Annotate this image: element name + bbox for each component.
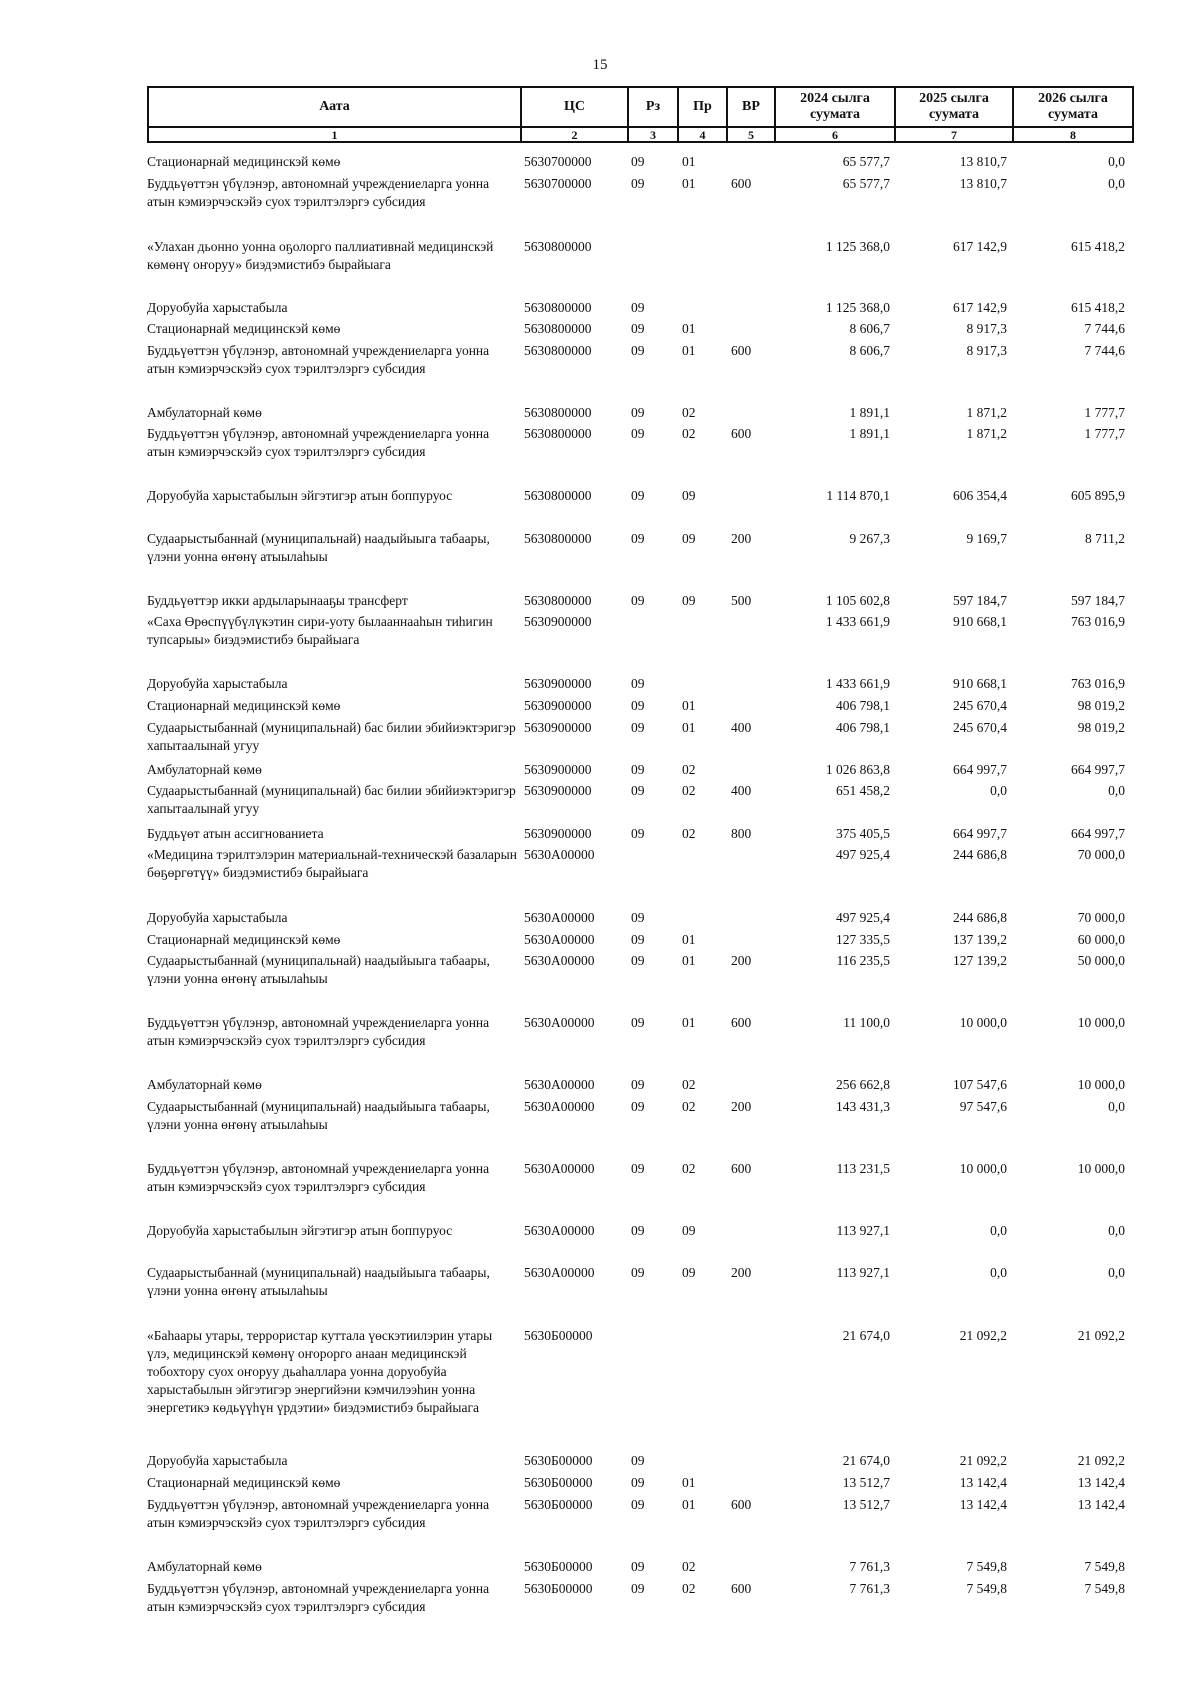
row-rz: 09 — [631, 932, 645, 947]
row-pr: 01 — [682, 1475, 696, 1490]
row-name: Буддьүөттэн үбүлэнэр, автономнай учреждениеларга уонна атын кэмиэрчэскэйэ суох тэрилтэлэргэ субсидия — [147, 343, 490, 376]
row-cs: 5630900000 — [524, 783, 592, 798]
row-cs: 5630900000 — [524, 698, 592, 713]
row-value-2026: 7 549,8 — [1084, 1581, 1125, 1596]
row-pr: 02 — [682, 762, 696, 777]
row-value-2024: 127 335,5 — [836, 932, 890, 947]
row-rz: 09 — [631, 783, 645, 798]
row-value-2024: 21 674,0 — [842, 1453, 890, 1468]
row-cs: 5630700000 — [524, 176, 592, 191]
row-rz: 09 — [631, 698, 645, 713]
row-pr: 01 — [682, 1015, 696, 1030]
row-value-2026: 615 418,2 — [1071, 300, 1125, 315]
row-cs: 5630800000 — [524, 488, 592, 503]
row-vr: 500 — [731, 593, 752, 608]
row-value-2025: 0,0 — [990, 783, 1007, 798]
row-name: Амбулаторнай көмө — [147, 1559, 262, 1574]
row-value-2025: 664 997,7 — [953, 762, 1007, 777]
row-value-2026: 1 777,7 — [1084, 405, 1125, 420]
row-value-2025: 8 917,3 — [966, 343, 1007, 358]
row-rz: 09 — [631, 176, 645, 191]
row-name: Судаарыстыбаннай (муниципальнай) бас билии эбийиэктэригэр хапытаалынай угуу — [147, 720, 516, 753]
row-cs: 5630800000 — [524, 300, 592, 315]
row-value-2025: 107 547,6 — [953, 1077, 1007, 1092]
row-value-2024: 113 927,1 — [836, 1223, 890, 1238]
row-pr: 01 — [682, 932, 696, 947]
row-value-2025: 7 549,8 — [966, 1559, 1007, 1574]
row-value-2025: 13 142,4 — [959, 1475, 1007, 1490]
row-name: Стационарнай медицинскэй көмө — [147, 321, 341, 336]
row-pr: 02 — [682, 1581, 696, 1596]
row-value-2026: 98 019,2 — [1077, 698, 1125, 713]
row-rz: 09 — [631, 531, 645, 546]
row-vr: 400 — [731, 720, 752, 735]
row-name: Стационарнай медицинскэй көмө — [147, 154, 341, 169]
row-value-2026: 1 777,7 — [1084, 426, 1125, 441]
row-value-2025: 910 668,1 — [953, 614, 1007, 629]
row-value-2025: 244 686,8 — [953, 847, 1007, 862]
row-value-2025: 9 169,7 — [966, 531, 1007, 546]
row-cs: 5630800000 — [524, 531, 592, 546]
row-value-2024: 113 927,1 — [836, 1265, 890, 1280]
row-value-2025: 0,0 — [990, 1223, 1007, 1238]
row-value-2026: 21 092,2 — [1077, 1328, 1125, 1343]
row-name: Буддьүөттэн үбүлэнэр, автономнай учреждениеларга уонна атын кэмиэрчэскэйэ суох тэрилтэлэргэ субсидия — [147, 1161, 490, 1194]
row-vr: 200 — [731, 531, 752, 546]
row-name: Доруобуйа харыстабылын эйгэтигэр атын боппуруос — [147, 488, 453, 503]
row-value-2025: 21 092,2 — [959, 1453, 1007, 1468]
row-value-2024: 1 105 602,8 — [825, 593, 890, 608]
row-pr: 01 — [682, 176, 696, 191]
header-pr: Пр — [678, 87, 727, 127]
row-pr: 01 — [682, 1497, 696, 1512]
row-cs: 5630800000 — [524, 239, 592, 254]
row-value-2026: 0,0 — [1108, 1265, 1125, 1280]
header-2025: 2025 сылга суумата — [895, 87, 1013, 127]
row-name: Судаарыстыбаннай (муниципальнай) наадыйыыга табаары, үлэни уонна өҥөнү атыылаһыы — [147, 531, 490, 564]
row-value-2024: 1 891,1 — [849, 405, 890, 420]
row-pr: 02 — [682, 783, 696, 798]
row-value-2026: 0,0 — [1108, 154, 1125, 169]
row-value-2026: 763 016,9 — [1071, 614, 1125, 629]
row-cs: 5630Б00000 — [524, 1559, 593, 1574]
header-number: 1 — [148, 127, 521, 142]
row-cs: 5630А00000 — [524, 847, 595, 862]
row-cs: 5630800000 — [524, 343, 592, 358]
row-value-2026: 0,0 — [1108, 1223, 1125, 1238]
row-pr: 01 — [682, 953, 696, 968]
row-cs: 5630А00000 — [524, 932, 595, 947]
header-number: 3 — [628, 127, 678, 142]
row-value-2026: 0,0 — [1108, 783, 1125, 798]
row-value-2026: 0,0 — [1108, 176, 1125, 191]
row-rz: 09 — [631, 593, 645, 608]
row-value-2025: 10 000,0 — [959, 1161, 1007, 1176]
row-value-2024: 1 433 661,9 — [825, 614, 890, 629]
row-rz: 09 — [631, 1223, 645, 1238]
row-cs: 5630А00000 — [524, 1223, 595, 1238]
header-number: 4 — [678, 127, 727, 142]
row-value-2026: 763 016,9 — [1071, 676, 1125, 691]
row-rz: 09 — [631, 1265, 645, 1280]
row-value-2024: 1 433 661,9 — [825, 676, 890, 691]
row-value-2026: 615 418,2 — [1071, 239, 1125, 254]
header-number: 6 — [775, 127, 895, 142]
row-cs: 5630А00000 — [524, 1015, 595, 1030]
row-pr: 09 — [682, 531, 696, 546]
row-name: «Саха Өрөспүүбүлүкэтин сири-уоту былааннааһын тиһигин тупсарыы» биэдэмистибэ бырайыага — [147, 614, 493, 647]
row-name: Буддьүөт атын ассигнованиета — [147, 826, 324, 841]
row-value-2024: 13 512,7 — [842, 1497, 890, 1512]
row-name: Буддьүөттэн үбүлэнэр, автономнай учреждениеларга уонна атын кэмиэрчэскэйэ суох тэрилтэлэргэ субсидия — [147, 176, 490, 209]
row-value-2025: 7 549,8 — [966, 1581, 1007, 1596]
header-cs: ЦС — [521, 87, 628, 127]
row-rz: 09 — [631, 1077, 645, 1092]
row-pr: 02 — [682, 426, 696, 441]
row-pr: 02 — [682, 1077, 696, 1092]
row-value-2024: 8 606,7 — [849, 321, 890, 336]
row-name: Судаарыстыбаннай (муниципальнай) наадыйыыга табаары, үлэни уонна өҥөнү атыылаһыы — [147, 1099, 490, 1132]
row-value-2024: 1 026 863,8 — [825, 762, 890, 777]
row-value-2026: 70 000,0 — [1077, 910, 1125, 925]
row-pr: 01 — [682, 720, 696, 735]
row-name: Судаарыстыбаннай (муниципальнай) бас билии эбийиэктэригэр хапытаалынай угуу — [147, 783, 516, 816]
row-value-2026: 8 711,2 — [1085, 531, 1125, 546]
row-value-2024: 65 577,7 — [842, 176, 890, 191]
row-rz: 09 — [631, 154, 645, 169]
row-value-2025: 245 670,4 — [953, 720, 1007, 735]
row-cs: 5630Б00000 — [524, 1497, 593, 1512]
row-value-2025: 97 547,6 — [959, 1099, 1007, 1114]
row-name: Доруобуйа харыстабыла — [147, 676, 288, 691]
header-vr: ВР — [727, 87, 775, 127]
row-cs: 5630900000 — [524, 676, 592, 691]
row-name: Буддьүөттэр икки ардыларынааҕы трансферт — [147, 593, 408, 608]
row-vr: 200 — [731, 953, 752, 968]
row-value-2026: 50 000,0 — [1077, 953, 1125, 968]
row-value-2024: 9 267,3 — [849, 531, 890, 546]
row-cs: 5630700000 — [524, 154, 592, 169]
row-pr: 01 — [682, 698, 696, 713]
row-name: Доруобуйа харыстабыла — [147, 910, 288, 925]
page-number: 15 — [592, 57, 608, 73]
row-pr: 09 — [682, 593, 696, 608]
row-rz: 09 — [631, 910, 645, 925]
row-value-2024: 1 125 368,0 — [825, 300, 890, 315]
row-vr: 800 — [731, 826, 752, 841]
header-name: Аата — [148, 87, 521, 127]
row-cs: 5630А00000 — [524, 1099, 595, 1114]
row-value-2026: 605 895,9 — [1071, 488, 1125, 503]
row-rz: 09 — [631, 1475, 645, 1490]
row-rz: 09 — [631, 1015, 645, 1030]
row-value-2025: 1 871,2 — [966, 405, 1007, 420]
row-value-2025: 1 871,2 — [966, 426, 1007, 441]
row-value-2025: 597 184,7 — [953, 593, 1007, 608]
row-cs: 5630Б00000 — [524, 1475, 593, 1490]
row-value-2024: 11 100,0 — [843, 1015, 890, 1030]
row-name: Буддьүөттэн үбүлэнэр, автономнай учреждениеларга уонна атын кэмиэрчэскэйэ суох тэрилтэлэргэ субсидия — [147, 1015, 490, 1048]
row-pr: 01 — [682, 154, 696, 169]
row-value-2024: 1 114 870,1 — [826, 488, 890, 503]
row-pr: 02 — [682, 1559, 696, 1574]
row-vr: 400 — [731, 783, 752, 798]
row-vr: 600 — [731, 1581, 752, 1596]
row-value-2026: 21 092,2 — [1077, 1453, 1125, 1468]
row-value-2024: 1 891,1 — [849, 426, 890, 441]
row-cs: 5630Б00000 — [524, 1453, 593, 1468]
row-value-2026: 664 997,7 — [1071, 762, 1125, 777]
row-value-2025: 10 000,0 — [959, 1015, 1007, 1030]
row-pr: 01 — [682, 343, 696, 358]
row-cs: 5630800000 — [524, 321, 592, 336]
row-name: Доруобуйа харыстабылын эйгэтигэр атын боппуруос — [147, 1223, 453, 1238]
row-value-2026: 0,0 — [1108, 1099, 1125, 1114]
row-name: Амбулаторнай көмө — [147, 1077, 262, 1092]
header-number: 5 — [727, 127, 775, 142]
row-cs: 5630Б00000 — [524, 1581, 593, 1596]
row-value-2025: 664 997,7 — [953, 826, 1007, 841]
row-rz: 09 — [631, 300, 645, 315]
row-cs: 5630900000 — [524, 614, 592, 629]
row-rz: 09 — [631, 1559, 645, 1574]
row-pr: 02 — [682, 1099, 696, 1114]
row-cs: 5630800000 — [524, 593, 592, 608]
row-rz: 09 — [631, 488, 645, 503]
row-name: Судаарыстыбаннай (муниципальнай) наадыйыыга табаары, үлэни уонна өҥөнү атыылаһыы — [147, 1265, 490, 1298]
row-pr: 09 — [682, 1223, 696, 1238]
row-value-2024: 113 231,5 — [836, 1161, 890, 1176]
row-vr: 200 — [731, 1099, 752, 1114]
row-value-2025: 245 670,4 — [953, 698, 1007, 713]
row-value-2024: 143 431,3 — [836, 1099, 890, 1114]
row-name: Стационарнай медицинскэй көмө — [147, 1475, 341, 1490]
row-value-2024: 21 674,0 — [842, 1328, 890, 1343]
row-cs: 5630А00000 — [524, 1265, 595, 1280]
row-value-2025: 8 917,3 — [966, 321, 1007, 336]
row-name: «Баһаары утары, террористар куттала үөскэтиилэрин утары үлэ, медицинскэй көмөнү оҥорорго анаан медицинскэй тобохтору суох оҥоруу дьаһаллара уонна доруобуйа харыстабылын эйгэтигэр энергийэни кэмчилээһин уонна энергетикэ көдьүүһүн үрдэтии» биэдэмистибэ бырайыага — [147, 1328, 493, 1415]
row-name: «Медицина тэрилтэлэрин материальнай-техническэй базаларын бөҕөргөтүү» биэдэмистибэ бырайыага — [147, 847, 517, 880]
row-rz: 09 — [631, 720, 645, 735]
row-pr: 09 — [682, 488, 696, 503]
header-number: 2 — [521, 127, 628, 142]
row-value-2024: 375 405,5 — [836, 826, 890, 841]
row-value-2026: 7 549,8 — [1084, 1559, 1125, 1574]
row-vr: 600 — [731, 1497, 752, 1512]
row-rz: 09 — [631, 953, 645, 968]
row-pr: 01 — [682, 321, 696, 336]
row-value-2024: 65 577,7 — [842, 154, 890, 169]
row-name: Стационарнай медицинскэй көмө — [147, 698, 341, 713]
row-value-2024: 651 458,2 — [836, 783, 890, 798]
row-pr: 02 — [682, 826, 696, 841]
row-value-2025: 0,0 — [990, 1265, 1007, 1280]
row-value-2026: 10 000,0 — [1077, 1015, 1125, 1030]
row-value-2025: 617 142,9 — [953, 300, 1007, 315]
row-cs: 5630800000 — [524, 426, 592, 441]
row-rz: 09 — [631, 321, 645, 336]
row-rz: 09 — [631, 1497, 645, 1512]
row-rz: 09 — [631, 405, 645, 420]
row-name: Стационарнай медицинскэй көмө — [147, 932, 341, 947]
row-name: «Улахан дьонно уонна оҕолорго паллиативнай медицинскэй көмөнү оҥоруу» биэдэмистибэ бырайыага — [147, 239, 494, 272]
row-value-2024: 8 606,7 — [849, 343, 890, 358]
row-value-2025: 606 354,4 — [953, 488, 1007, 503]
row-value-2025: 13 810,7 — [959, 176, 1007, 191]
row-value-2025: 13 142,4 — [959, 1497, 1007, 1512]
row-rz: 09 — [631, 426, 645, 441]
row-vr: 200 — [731, 1265, 752, 1280]
row-value-2026: 60 000,0 — [1077, 932, 1125, 947]
row-value-2025: 910 668,1 — [953, 676, 1007, 691]
row-cs: 5630900000 — [524, 720, 592, 735]
row-rz: 09 — [631, 1161, 645, 1176]
row-vr: 600 — [731, 176, 752, 191]
row-value-2025: 127 139,2 — [953, 953, 1007, 968]
row-cs: 5630А00000 — [524, 953, 595, 968]
row-value-2024: 497 925,4 — [836, 847, 890, 862]
row-value-2024: 406 798,1 — [836, 720, 890, 735]
row-vr: 600 — [731, 1015, 752, 1030]
row-value-2026: 7 744,6 — [1084, 321, 1125, 336]
row-vr: 600 — [731, 343, 752, 358]
row-value-2024: 1 125 368,0 — [825, 239, 890, 254]
row-cs: 5630800000 — [524, 405, 592, 420]
row-name: Буддьүөттэн үбүлэнэр, автономнай учреждениеларга уонна атын кэмиэрчэскэйэ суох тэрилтэлэргэ субсидия — [147, 1581, 490, 1614]
row-cs: 5630А00000 — [524, 1077, 595, 1092]
row-value-2025: 21 092,2 — [959, 1328, 1007, 1343]
row-vr: 600 — [731, 1161, 752, 1176]
header-rz: Рз — [628, 87, 678, 127]
row-rz: 09 — [631, 343, 645, 358]
row-value-2026: 13 142,4 — [1077, 1497, 1125, 1512]
row-name: Амбулаторнай көмө — [147, 405, 262, 420]
row-rz: 09 — [631, 1099, 645, 1114]
row-value-2026: 7 744,6 — [1084, 343, 1125, 358]
header-2026: 2026 сылга суумата — [1013, 87, 1133, 127]
row-value-2024: 406 798,1 — [836, 698, 890, 713]
row-cs: 5630А00000 — [524, 910, 595, 925]
row-name: Буддьүөттэн үбүлэнэр, автономнай учреждениеларга уонна атын кэмиэрчэскэйэ суох тэрилтэлэргэ субсидия — [147, 1497, 490, 1530]
header-number: 8 — [1013, 127, 1133, 142]
row-name: Доруобуйа харыстабыла — [147, 300, 288, 315]
row-value-2024: 497 925,4 — [836, 910, 890, 925]
row-cs: 5630900000 — [524, 762, 592, 777]
row-value-2025: 244 686,8 — [953, 910, 1007, 925]
row-value-2024: 256 662,8 — [836, 1077, 890, 1092]
row-rz: 09 — [631, 826, 645, 841]
row-value-2025: 617 142,9 — [953, 239, 1007, 254]
row-value-2025: 13 810,7 — [959, 154, 1007, 169]
row-cs: 5630900000 — [524, 826, 592, 841]
row-pr: 02 — [682, 1161, 696, 1176]
header-2024: 2024 сылга суумата — [775, 87, 895, 127]
row-value-2024: 13 512,7 — [842, 1475, 890, 1490]
header-number: 7 — [895, 127, 1013, 142]
row-value-2026: 10 000,0 — [1077, 1161, 1125, 1176]
row-value-2024: 116 235,5 — [836, 953, 890, 968]
row-pr: 02 — [682, 405, 696, 420]
row-value-2025: 137 139,2 — [953, 932, 1007, 947]
row-rz: 09 — [631, 1453, 645, 1468]
row-cs: 5630А00000 — [524, 1161, 595, 1176]
row-pr: 09 — [682, 1265, 696, 1280]
row-rz: 09 — [631, 762, 645, 777]
row-vr: 600 — [731, 426, 752, 441]
row-value-2026: 13 142,4 — [1077, 1475, 1125, 1490]
row-name: Амбулаторнай көмө — [147, 762, 262, 777]
row-cs: 5630Б00000 — [524, 1328, 593, 1343]
row-value-2024: 7 761,3 — [849, 1581, 890, 1596]
row-rz: 09 — [631, 1581, 645, 1596]
row-value-2026: 98 019,2 — [1077, 720, 1125, 735]
row-name: Доруобуйа харыстабыла — [147, 1453, 288, 1468]
row-name: Судаарыстыбаннай (муниципальнай) наадыйыыга табаары, үлэни уонна өҥөнү атыылаһыы — [147, 953, 490, 986]
row-name: Буддьүөттэн үбүлэнэр, автономнай учреждениеларга уонна атын кэмиэрчэскэйэ суох тэрилтэлэргэ субсидия — [147, 426, 490, 459]
row-value-2026: 10 000,0 — [1077, 1077, 1125, 1092]
row-value-2024: 7 761,3 — [849, 1559, 890, 1574]
row-rz: 09 — [631, 676, 645, 691]
row-value-2026: 664 997,7 — [1071, 826, 1125, 841]
row-value-2026: 597 184,7 — [1071, 593, 1125, 608]
row-value-2026: 70 000,0 — [1077, 847, 1125, 862]
